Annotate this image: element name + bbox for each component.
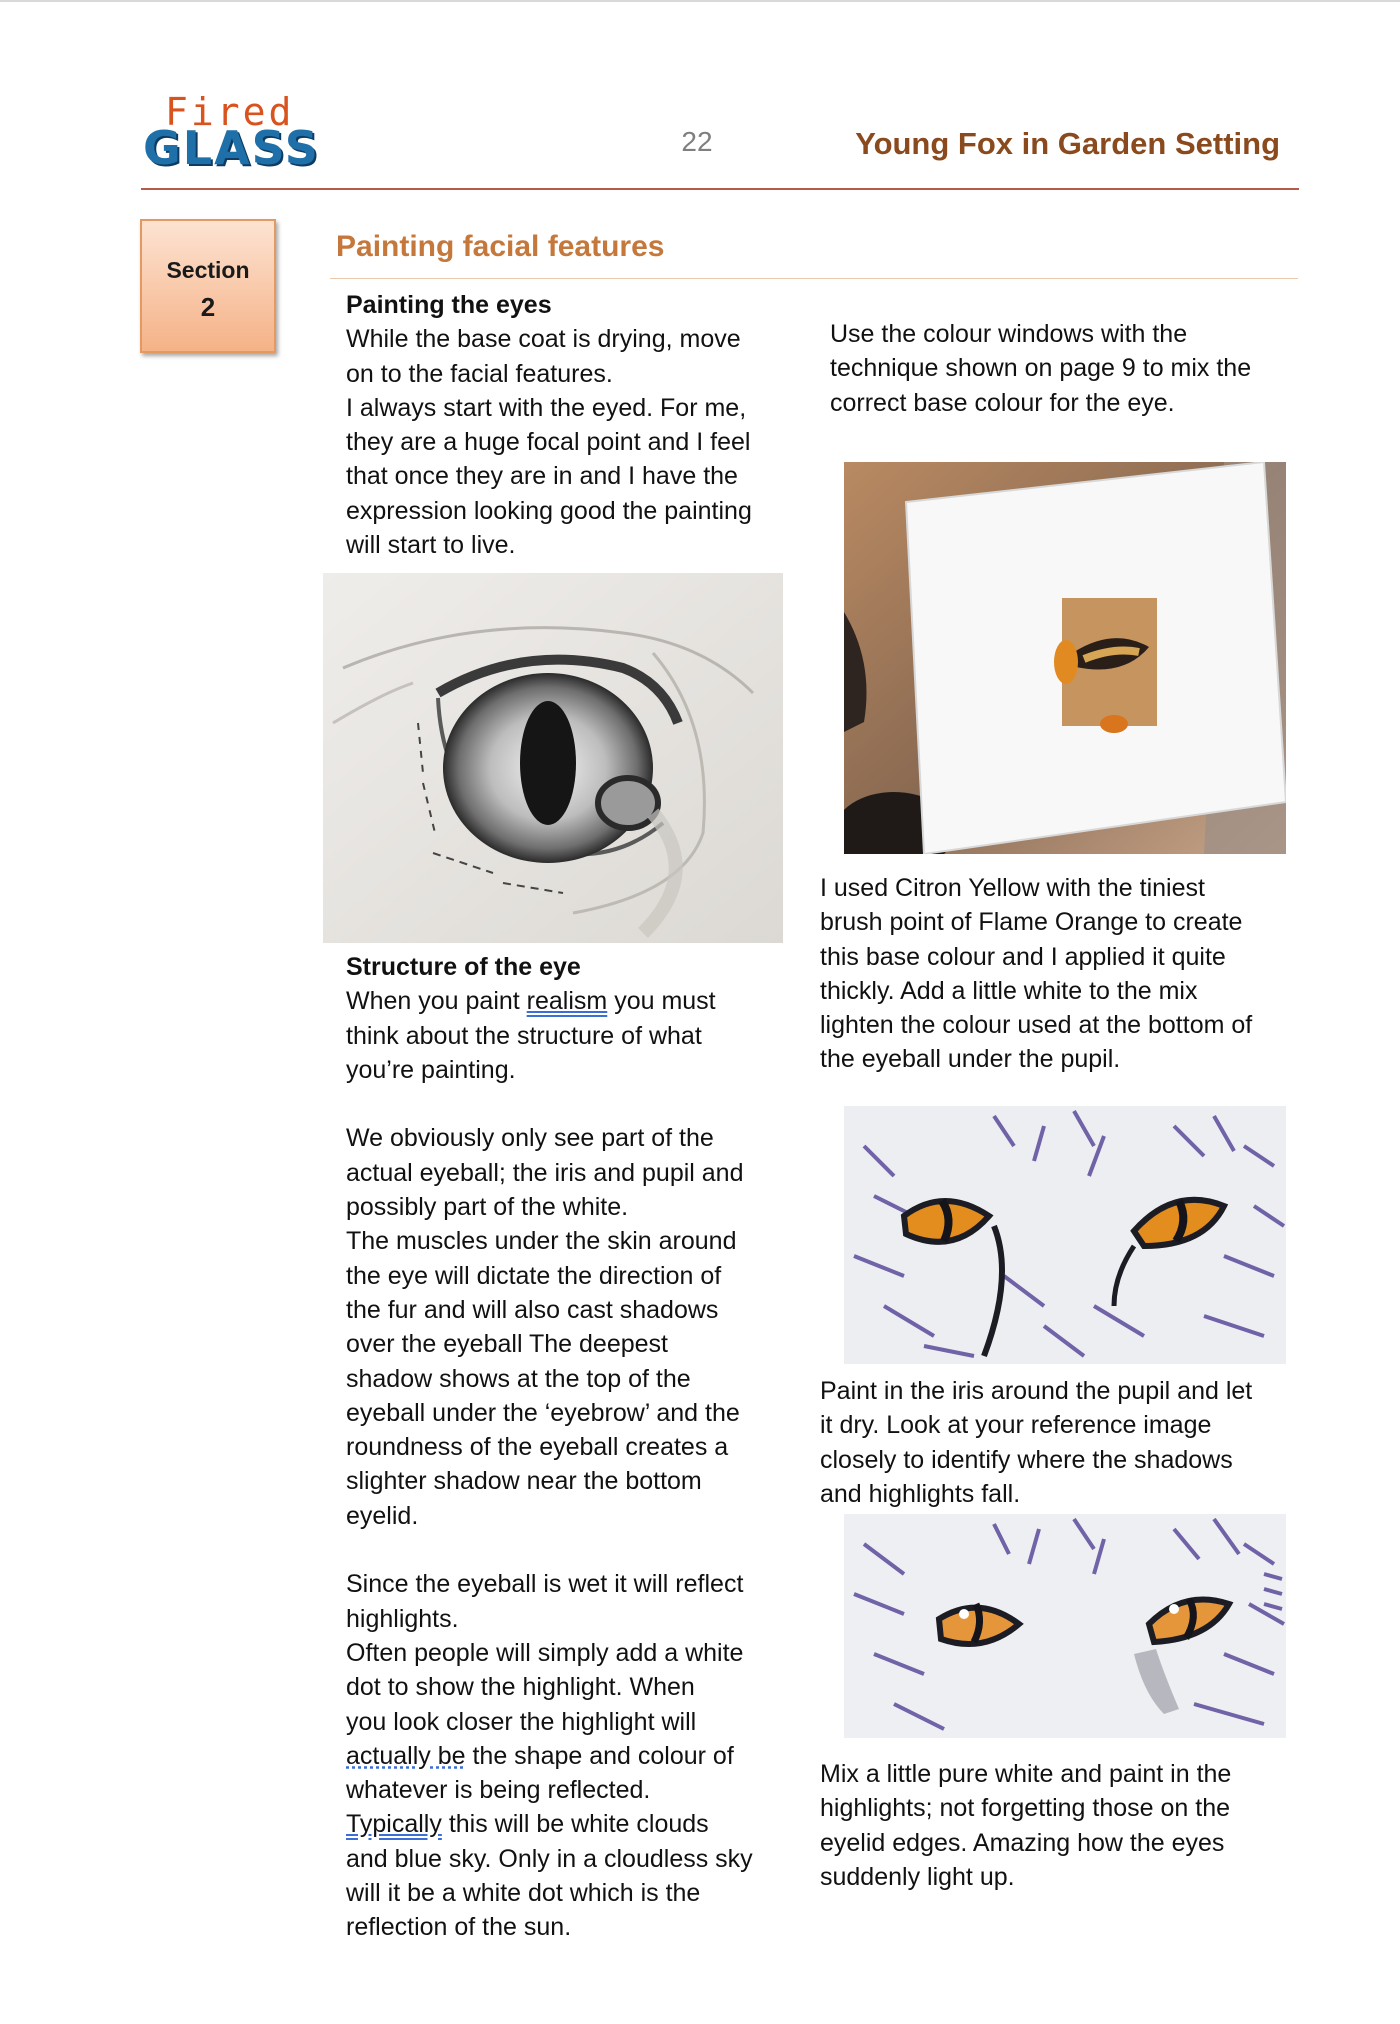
white-highlights-text <box>820 1757 1300 1894</box>
structure-block <box>346 950 786 1945</box>
text-line: suddenly light up. <box>820 1862 1015 1891</box>
painting-eyes-heading: Painting the eyes <box>346 291 552 319</box>
citron-yellow-text <box>820 871 1300 1077</box>
painting-eyes-block <box>346 288 786 562</box>
text-line: dot to show the highlight. When <box>346 1673 695 1702</box>
document-title: Young Fox in Garden Setting <box>855 126 1280 161</box>
text-line: that once they are in and I have the <box>346 462 738 491</box>
text-line <box>346 1807 786 1841</box>
text-line: correct base colour for the eye. <box>830 388 1175 417</box>
text-line: highlights; not forgetting those on the <box>820 1794 1231 1823</box>
text-line: reflection of the sun. <box>346 1913 572 1942</box>
text-line: actual eyeball; the iris and pupil and <box>346 1158 744 1187</box>
text-line: I always start with the eyed. For me, <box>346 393 747 422</box>
text-line: Paint in the iris around the pupil and let <box>820 1377 1253 1405</box>
text-line: you’re painting. <box>346 1055 516 1084</box>
text-line: this base colour and I applied it quite <box>820 942 1226 971</box>
text-line: eyeball under the ‘eyebrow’ and the <box>346 1398 740 1427</box>
text-line: lighten the colour used at the bottom of <box>820 1011 1253 1040</box>
blank-line <box>346 1533 786 1567</box>
section-title: Painting facial features <box>336 230 665 263</box>
text-line: Mix a little pure white and paint in the <box>820 1760 1232 1788</box>
text-line: the eyeball under the pupil. <box>820 1045 1121 1074</box>
section-number: 2 <box>200 292 216 322</box>
text-line: eyelid edges. Amazing how the eyes <box>820 1828 1225 1857</box>
typically-word: Typically <box>346 1810 442 1839</box>
text-line: eyelid. <box>346 1501 419 1530</box>
text-line: shadow shows at the top of the <box>346 1364 691 1393</box>
iris-text <box>820 1374 1300 1511</box>
logo-glass-text: GLASS <box>143 121 320 175</box>
text-line: technique shown on page 9 to mix the <box>830 354 1252 383</box>
text-line: and highlights fall. <box>820 1479 1021 1508</box>
top-border <box>0 0 1400 2</box>
text-line: the fur and will also cast shadows <box>346 1295 719 1324</box>
text-line: the eye will dictate the direction of <box>346 1261 722 1290</box>
page-number: 22 <box>681 126 713 157</box>
text-line <box>346 984 786 1018</box>
actually-be-words: actually be <box>346 1741 466 1770</box>
text-line: Since the eyeball is wet it will reflect <box>346 1570 744 1599</box>
text-fragment: the shape and colour of <box>465 1741 734 1770</box>
text-line: The muscles under the skin around <box>346 1227 737 1256</box>
text-line: will start to live. <box>346 531 516 560</box>
text-line: you look closer the highlight will <box>346 1707 697 1736</box>
text-line: slighter shadow near the bottom <box>346 1467 702 1496</box>
text-line: whatever is being reflected. <box>346 1776 651 1805</box>
structure-heading: Structure of the eye <box>346 953 581 981</box>
logo-fired-text: Fired <box>165 90 295 134</box>
text-line: brush point of Flame Orange to create <box>820 908 1243 937</box>
text-line: they are a huge focal point and I feel <box>346 428 751 457</box>
header-divider <box>141 188 1299 190</box>
text-line: Use the colour windows with the <box>830 320 1188 348</box>
text-fragment: you must <box>607 987 716 1016</box>
colour-windows-text <box>830 317 1300 420</box>
text-line: Often people will simply add a white <box>346 1638 744 1667</box>
text-line: possibly part of the white. <box>346 1193 629 1222</box>
section-divider <box>330 278 1298 279</box>
text-line: expression looking good the painting <box>346 496 752 525</box>
text-line: will it be a white dot which is the <box>346 1879 701 1908</box>
text-line: on to the facial features. <box>346 359 613 388</box>
text-line: I used Citron Yellow with the tiniest <box>820 874 1205 902</box>
highlights-photo <box>844 1514 1286 1738</box>
painted-iris-photo <box>844 1106 1286 1364</box>
section-label: Section <box>166 257 250 283</box>
text-line <box>346 1739 786 1773</box>
text-line: and blue sky. Only in a cloudless sky <box>346 1844 753 1873</box>
blank-line <box>346 1087 786 1121</box>
text-line: thickly. Add a little white to the mix <box>820 976 1198 1005</box>
text-line: think about the structure of what <box>346 1021 702 1050</box>
text-line: it dry. Look at your reference image <box>820 1411 1212 1440</box>
fired-glass-logo <box>143 90 320 175</box>
text-line: highlights. <box>346 1604 459 1633</box>
realism-word: realism <box>526 987 608 1016</box>
text-fragment: When you paint <box>346 987 527 1016</box>
colour-window-photo <box>844 462 1286 854</box>
text-line: over the eyeball The deepest <box>346 1330 668 1359</box>
section-badge <box>140 219 276 353</box>
text-line: While the base coat is drying, move <box>346 325 741 354</box>
text-line: We obviously only see part of the <box>346 1124 714 1153</box>
eye-sketch-image <box>323 573 783 943</box>
text-fragment: this will be white clouds <box>441 1810 709 1839</box>
text-line: roundness of the eyeball creates a <box>346 1433 729 1462</box>
text-line: closely to identify where the shadows <box>820 1445 1233 1474</box>
